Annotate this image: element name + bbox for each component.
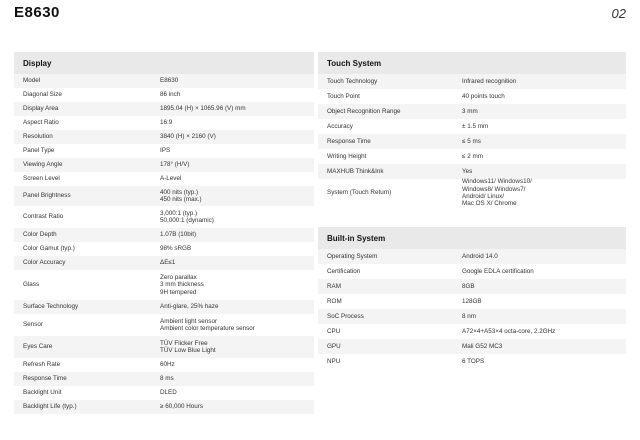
touch-section <box>318 52 626 207</box>
spec-value-line: A-Level <box>160 175 182 183</box>
spec-label: Backlight Unit <box>23 389 62 397</box>
spec-value-line: Android 14.0 <box>462 252 498 260</box>
spec-label: ROM <box>327 297 342 305</box>
spec-label: Touch Point <box>327 92 360 100</box>
spec-value-line: ≤ 2 mm <box>462 152 483 160</box>
spec-label: Accuracy <box>327 122 353 130</box>
spec-label: Display Area <box>23 105 59 113</box>
spec-value <box>160 74 314 88</box>
spec-label: SoC Process <box>327 312 364 320</box>
display-row <box>14 144 314 158</box>
display-section <box>14 52 314 414</box>
spec-value <box>462 324 626 339</box>
display-table <box>14 74 314 414</box>
right-column <box>318 52 626 369</box>
spec-value-line: ≤ 5 ms <box>462 137 481 145</box>
spec-value-line: E8630 <box>160 77 179 85</box>
spec-value-line: 50,000:1 (dynamic) <box>160 217 214 224</box>
spec-value-line: 3,000:1 (typ.) <box>160 209 198 217</box>
spec-label: RAM <box>327 282 341 290</box>
spec-value-line: Ambient color temperature sensor <box>160 325 255 332</box>
spec-value-line: Infrared recognition <box>462 77 517 85</box>
spec-value <box>160 186 314 206</box>
spec-value <box>462 264 626 279</box>
spec-value-line: Anti-glare, 25% haze <box>160 303 219 311</box>
page-number: 02 <box>611 6 626 21</box>
spec-label: Certification <box>327 267 361 275</box>
spec-label: Color Accuracy <box>23 259 66 267</box>
display-row <box>14 270 314 300</box>
spec-value-line: ΔE≤1 <box>160 259 176 267</box>
display-row <box>14 158 314 172</box>
spec-label: GPU <box>327 342 341 350</box>
spec-value <box>462 294 626 309</box>
spec-value-line: ± 1.5 mm <box>462 122 489 130</box>
builtin-row <box>318 279 626 294</box>
spec-value-line: 86 inch <box>160 91 181 99</box>
display-row <box>14 116 314 130</box>
spec-value-line: DLED <box>160 389 177 397</box>
spec-value <box>160 336 314 358</box>
spec-value-line: 98% sRGB <box>160 245 192 253</box>
builtin-row <box>318 294 626 309</box>
spec-label: CPU <box>327 327 341 335</box>
spec-value <box>462 279 626 294</box>
spec-label: Diagonal Size <box>23 91 62 99</box>
display-row <box>14 102 314 116</box>
builtin-row <box>318 339 626 354</box>
spec-label: Operating System <box>327 252 378 260</box>
display-row <box>14 172 314 186</box>
display-row <box>14 386 314 400</box>
spec-value <box>160 270 314 300</box>
display-row <box>14 228 314 242</box>
spec-value-line: TÜV Flicker Free <box>160 339 208 347</box>
spec-value-line: Yes <box>462 167 473 175</box>
spec-label: Contrast Ratio <box>23 213 64 221</box>
spec-label: Model <box>23 77 41 85</box>
display-row <box>14 358 314 372</box>
builtin-row <box>318 309 626 324</box>
spec-value <box>462 354 626 369</box>
spec-value <box>462 339 626 354</box>
spec-value <box>160 158 314 172</box>
spec-value <box>462 104 626 119</box>
spec-label: Sensor <box>23 321 43 329</box>
spec-value <box>160 144 314 158</box>
display-row <box>14 206 314 228</box>
touch-row <box>318 74 626 89</box>
spec-value-line: Google EDLA certification <box>462 267 534 275</box>
display-row <box>14 372 314 386</box>
builtin-table <box>318 249 626 369</box>
spec-value <box>160 358 314 372</box>
spec-label: Aspect Ratio <box>23 119 59 127</box>
spec-value-line: ≥ 60,000 Hours <box>160 403 204 411</box>
spec-value-line: 3840 (H) × 2160 (V) <box>160 133 216 141</box>
touch-row <box>318 179 626 207</box>
spec-value-line: 178° (H/V) <box>160 161 190 169</box>
spec-value <box>462 249 626 264</box>
spec-value-line: 128GB <box>462 297 482 305</box>
spec-value-line: Mali G52 MC3 <box>462 342 503 350</box>
spec-value-line: 9H tempered <box>160 288 197 296</box>
spec-label: NPU <box>327 357 341 365</box>
spec-label: Response Time <box>23 375 67 383</box>
spec-value-line: 450 nits (max.) <box>160 196 202 203</box>
spec-value-line: TÜV Low Blue Light <box>160 347 216 354</box>
spec-value-line: 1.07B (10bit) <box>160 231 197 239</box>
spec-value <box>160 372 314 386</box>
touch-row <box>318 149 626 164</box>
page-title: E8630 <box>14 4 60 21</box>
spec-label: Panel Brightness <box>23 192 71 200</box>
spec-value <box>160 228 314 242</box>
builtin-section <box>318 227 626 369</box>
spec-value-line: 8GB <box>462 282 475 290</box>
touch-row <box>318 89 626 104</box>
spec-value-line: 1895.04 (H) × 1065.96 (V) mm <box>160 105 246 113</box>
spec-label: MAXHUB Think&Ink <box>327 167 384 175</box>
spec-value <box>160 130 314 144</box>
display-row <box>14 186 314 206</box>
spec-value <box>160 206 314 228</box>
spec-label: Backlight Life (typ.) <box>23 403 77 411</box>
spec-value <box>462 164 626 179</box>
spec-value-line: IPS <box>160 147 171 155</box>
spec-value-line: Mac OS X/ Chrome <box>462 200 517 208</box>
spec-value-line: 40 points touch <box>462 92 505 100</box>
spec-value-line: 60Hz <box>160 361 175 369</box>
spec-value-line: Android/ Linux/ <box>462 193 505 200</box>
builtin-row <box>318 264 626 279</box>
spec-value <box>160 88 314 102</box>
spec-label: System (Touch Return) <box>327 189 392 197</box>
spec-value-line: Windows11/ Windows10/ <box>462 178 532 186</box>
touch-row <box>318 104 626 119</box>
builtin-row <box>318 354 626 369</box>
display-row <box>14 130 314 144</box>
spec-label: Color Gamut (typ.) <box>23 245 75 253</box>
spec-value <box>462 74 626 89</box>
spec-label: Response Time <box>327 137 371 145</box>
spec-value <box>462 134 626 149</box>
spec-value-line: 3 mm thickness <box>160 281 204 289</box>
display-row <box>14 300 314 314</box>
spec-value <box>462 149 626 164</box>
touch-row <box>318 134 626 149</box>
spec-label: Refresh Rate <box>23 361 61 369</box>
spec-label: Color Depth <box>23 231 57 239</box>
spec-value <box>160 400 314 414</box>
spec-value-line: 16:9 <box>160 119 173 127</box>
spec-value-line: Ambient light sensor <box>160 317 218 325</box>
spec-label: Viewing Angle <box>23 161 63 169</box>
spec-label: Touch Technology <box>327 77 378 85</box>
spec-label: Surface Technology <box>23 303 79 311</box>
spec-value <box>160 242 314 256</box>
spec-label: Eyes Care <box>23 343 53 351</box>
spec-value <box>462 309 626 324</box>
display-row <box>14 74 314 88</box>
display-row <box>14 256 314 270</box>
touch-row <box>318 164 626 179</box>
spec-value-line: A72×4+A53×4 octa-core, 2.2GHz <box>462 327 556 335</box>
spec-label: Screen Level <box>23 175 60 183</box>
display-row <box>14 88 314 102</box>
touch-heading: Touch System <box>318 52 626 74</box>
spec-value-line: 6 TOPS <box>462 357 485 365</box>
spec-value <box>160 300 314 314</box>
spec-value <box>462 179 626 207</box>
spec-value <box>160 102 314 116</box>
spec-value-line: 8 ms <box>160 375 174 383</box>
spec-label: Resolution <box>23 133 53 141</box>
touch-table <box>318 74 626 207</box>
spec-value <box>462 89 626 104</box>
spec-value-line: Zero parallax <box>160 273 197 281</box>
touch-row <box>318 119 626 134</box>
builtin-heading: Built-in System <box>318 227 626 249</box>
display-row <box>14 400 314 414</box>
spec-value <box>160 116 314 130</box>
spec-value-line: 3 mm <box>462 107 478 115</box>
builtin-row <box>318 249 626 264</box>
display-heading: Display <box>14 52 314 74</box>
spec-value-line: 8 nm <box>462 312 476 320</box>
display-row <box>14 336 314 358</box>
spec-value <box>160 172 314 186</box>
spec-label: Writing Height <box>327 152 367 160</box>
spec-value <box>160 314 314 336</box>
spec-value-line: 400 nits (typ.) <box>160 188 199 196</box>
spec-value <box>462 119 626 134</box>
display-row <box>14 314 314 336</box>
display-row <box>14 242 314 256</box>
spec-label: Object Recognition Range <box>327 107 401 115</box>
spec-value-line: Windows8/ Windows7/ <box>462 185 526 193</box>
builtin-row <box>318 324 626 339</box>
spec-label: Panel Type <box>23 147 55 155</box>
spec-label: Glass <box>23 281 40 289</box>
spec-value <box>160 256 314 270</box>
spec-value <box>160 386 314 400</box>
